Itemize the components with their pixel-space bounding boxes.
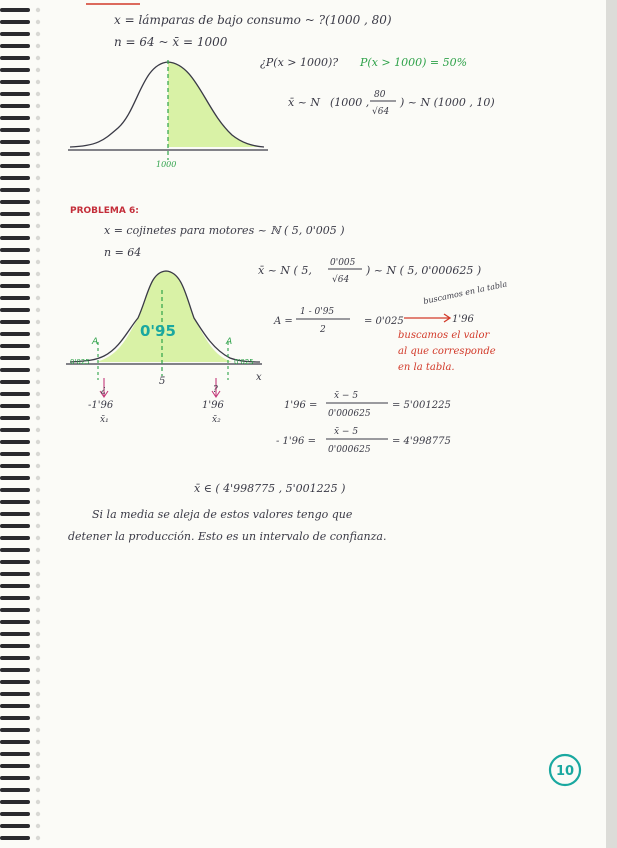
- punch-hole: [36, 740, 40, 744]
- p6-frac-den: √64: [332, 275, 350, 285]
- p6-frac-num: 0'005: [330, 258, 356, 268]
- punch-hole: [36, 128, 40, 132]
- punch-hole: [36, 668, 40, 672]
- spiral-ring: [0, 176, 30, 180]
- punch-hole: [36, 56, 40, 60]
- punch-hole: [36, 188, 40, 192]
- spiral-ring: [0, 284, 30, 288]
- punch-hole: [36, 272, 40, 276]
- spiral-ring: [0, 188, 30, 192]
- p6-line2: n = 64: [104, 246, 142, 259]
- spiral-ring: [0, 440, 30, 444]
- punch-hole: [36, 452, 40, 456]
- spiral-ring: [0, 248, 30, 252]
- p5-frac-num: 80: [374, 90, 386, 100]
- A-result: = 0'025: [364, 316, 404, 327]
- spiral-ring: [0, 212, 30, 216]
- punch-hole: [36, 716, 40, 720]
- punch-hole: [36, 248, 40, 252]
- spiral-ring: [0, 680, 30, 684]
- p5-dist-left: x̄ ~ N: [288, 96, 321, 109]
- punch-hole: [36, 32, 40, 36]
- spiral-ring: [0, 812, 30, 816]
- eq2-lhs: - 1'96 =: [276, 436, 316, 447]
- spiral-ring: [0, 272, 30, 276]
- punch-hole: [36, 536, 40, 540]
- spiral-ring: [0, 536, 30, 540]
- punch-hole: [36, 140, 40, 144]
- punch-hole: [36, 212, 40, 216]
- p5-dist-mid: (1000 ,: [330, 96, 370, 109]
- spiral-ring: [0, 488, 30, 492]
- spiral-ring: [0, 632, 30, 636]
- punch-hole: [36, 404, 40, 408]
- punch-hole: [36, 572, 40, 576]
- spiral-ring: [0, 344, 30, 348]
- punch-hole: [36, 332, 40, 336]
- spiral-ring: [0, 56, 30, 60]
- right-z: 1'96: [202, 400, 224, 411]
- eq1-num: x̄ − 5: [334, 391, 359, 401]
- spiral-ring: [0, 584, 30, 588]
- punch-hole: [36, 500, 40, 504]
- spiral-ring: [0, 452, 30, 456]
- punch-hole: [36, 728, 40, 732]
- spiral-ring: [0, 152, 30, 156]
- spiral-ring: [0, 68, 30, 72]
- punch-hole: [36, 224, 40, 228]
- spiral-ring: [0, 788, 30, 792]
- A-label: A =: [274, 316, 293, 327]
- spiral-ring: [0, 260, 30, 264]
- p6-heading: PROBLEMA 6:: [70, 206, 139, 216]
- spiral-ring: [0, 656, 30, 660]
- spiral-ring: [0, 140, 30, 144]
- punch-hole: [36, 608, 40, 612]
- spiral-ring: [0, 308, 30, 312]
- eq1-rhs: = 5'001225: [392, 400, 451, 411]
- right-tail-A: A: [226, 337, 233, 347]
- spiral-ring: [0, 392, 30, 396]
- conclusion-line-2: detener la producción. Esto es un intervalo de confianza.: [68, 530, 387, 543]
- spiral-ring: [0, 644, 30, 648]
- punch-hole: [36, 8, 40, 12]
- spiral-ring: [0, 776, 30, 780]
- punch-hole: [36, 680, 40, 684]
- spiral-ring: [0, 548, 30, 552]
- punch-hole: [36, 320, 40, 324]
- A-denominator: 2: [320, 325, 326, 335]
- punch-hole: [36, 104, 40, 108]
- punch-hole: [36, 176, 40, 180]
- spiral-ring: [0, 104, 30, 108]
- punch-hole: [36, 560, 40, 564]
- spiral-ring: [0, 668, 30, 672]
- spiral-ring: [0, 476, 30, 480]
- eq2-rhs: = 4'998775: [392, 436, 451, 447]
- spiral-ring: [0, 836, 30, 840]
- z-value: 1'96: [452, 314, 474, 325]
- spiral-ring: [0, 8, 30, 12]
- spiral-ring: [0, 704, 30, 708]
- spiral-ring: [0, 44, 30, 48]
- punch-hole: [36, 152, 40, 156]
- left-xbar: x̄₁: [100, 415, 109, 425]
- mean-mark: 5: [159, 376, 166, 387]
- punch-hole: [36, 68, 40, 72]
- punch-hole: [36, 692, 40, 696]
- spiral-ring: [0, 464, 30, 468]
- punch-hole: [36, 92, 40, 96]
- p6-line1: x = cojinetes para motores ~ ℕ ( 5, 0'005 ): [104, 224, 345, 237]
- punch-hole: [36, 644, 40, 648]
- punch-hole: [36, 596, 40, 600]
- p5-frac-den: √64: [372, 107, 390, 117]
- central-probability: 0'95: [140, 322, 176, 340]
- punch-hole: [36, 512, 40, 516]
- punch-hole: [36, 464, 40, 468]
- spiral-ring: [0, 512, 30, 516]
- p5-dist-right: ) ~ N (1000 , 10): [400, 96, 495, 109]
- punch-hole: [36, 800, 40, 804]
- eq2-den: 0'000625: [328, 445, 371, 455]
- punch-hole: [36, 116, 40, 120]
- p6-dist-left: x̄ ~ N ( 5,: [258, 264, 312, 277]
- confidence-interval: x̄ ∈ ( 4'998775 , 5'001225 ): [194, 482, 346, 495]
- punch-hole: [36, 200, 40, 204]
- spiral-ring: [0, 224, 30, 228]
- spiral-ring: [0, 716, 30, 720]
- spiral-ring: [0, 416, 30, 420]
- arrow-note: buscamos en la tabla: [422, 279, 508, 306]
- spiral-ring: [0, 164, 30, 168]
- punch-hole: [36, 428, 40, 432]
- mean-label: 1000: [156, 160, 177, 169]
- spiral-ring: [0, 560, 30, 564]
- punch-hole: [36, 620, 40, 624]
- left-question-mark: ¿: [101, 385, 106, 395]
- punch-hole: [36, 752, 40, 756]
- spiral-ring: [0, 332, 30, 336]
- p6-dist-right: ) ~ N ( 5, 0'000625 ): [366, 264, 482, 277]
- punch-hole: [36, 20, 40, 24]
- spiral-ring: [0, 692, 30, 696]
- spiral-ring: [0, 572, 30, 576]
- punch-hole: [36, 632, 40, 636]
- punch-hole: [36, 476, 40, 480]
- spiral-ring: [0, 404, 30, 408]
- punch-hole: [36, 164, 40, 168]
- left-z: -1'96: [88, 400, 114, 411]
- punch-hole: [36, 344, 40, 348]
- p5-line1: x = lámparas de bajo consumo ~ ?(1000 , 80): [114, 13, 392, 27]
- punch-hole: [36, 260, 40, 264]
- page-number: 10: [555, 764, 575, 779]
- punch-hole: [36, 836, 40, 840]
- red-note-3: en la tabla.: [398, 362, 455, 373]
- spiral-ring: [0, 524, 30, 528]
- axis-x-label: x: [256, 372, 262, 383]
- spiral-ring: [0, 500, 30, 504]
- punch-hole: [36, 584, 40, 588]
- red-note-1: buscamos el valor: [398, 330, 490, 341]
- spiral-ring: [0, 740, 30, 744]
- punch-hole: [36, 704, 40, 708]
- p5-question: ¿P(x > 1000)?: [260, 56, 339, 69]
- right-tail-label: 0'025: [234, 358, 254, 366]
- spiral-ring: [0, 380, 30, 384]
- spiral-ring: [0, 116, 30, 120]
- punch-hole: [36, 416, 40, 420]
- spiral-ring: [0, 800, 30, 804]
- punch-hole: [36, 236, 40, 240]
- left-tail-A: A: [92, 337, 99, 347]
- punch-hole: [36, 788, 40, 792]
- punch-hole: [36, 80, 40, 84]
- spiral-ring: [0, 728, 30, 732]
- punch-hole: [36, 488, 40, 492]
- left-tail-label: 0'025: [70, 358, 90, 366]
- punch-hole: [36, 356, 40, 360]
- page-edge: [606, 0, 617, 848]
- p5-answer: P(x > 1000) = 50%: [360, 56, 468, 69]
- spiral-ring: [0, 92, 30, 96]
- punch-hole: [36, 296, 40, 300]
- punch-hole: [36, 776, 40, 780]
- spiral-ring: [0, 236, 30, 240]
- spiral-ring: [0, 356, 30, 360]
- spiral-ring: [0, 296, 30, 300]
- punch-hole: [36, 44, 40, 48]
- spiral-ring: [0, 428, 30, 432]
- punch-hole: [36, 392, 40, 396]
- punch-hole: [36, 548, 40, 552]
- punch-hole: [36, 308, 40, 312]
- punch-hole: [36, 524, 40, 528]
- spiral-ring: [0, 80, 30, 84]
- spiral-ring: [0, 620, 30, 624]
- spiral-ring: [0, 608, 30, 612]
- eq1-lhs: 1'96 =: [284, 400, 318, 411]
- spiral-ring: [0, 200, 30, 204]
- punch-hole: [36, 812, 40, 816]
- right-question-mark: ?: [213, 385, 218, 395]
- spiral-ring: [0, 752, 30, 756]
- p5-line2: n = 64 ~ x̄ = 1000: [114, 35, 228, 49]
- punch-hole: [36, 656, 40, 660]
- punch-hole: [36, 764, 40, 768]
- red-note-2: al que corresponde: [398, 346, 496, 357]
- spiral-ring: [0, 824, 30, 828]
- punch-hole: [36, 440, 40, 444]
- spiral-ring: [0, 128, 30, 132]
- punch-hole: [36, 380, 40, 384]
- A-numerator: 1 - 0'95: [300, 307, 335, 317]
- spiral-ring: [0, 596, 30, 600]
- punch-hole: [36, 284, 40, 288]
- punch-hole: [36, 368, 40, 372]
- eq2-num: x̄ − 5: [334, 427, 359, 437]
- conclusion-line-1: Si la media se aleja de estos valores tengo que: [92, 508, 353, 521]
- spiral-ring: [0, 320, 30, 324]
- spiral-ring: [0, 764, 30, 768]
- right-xbar: x̄₂: [212, 415, 221, 425]
- spiral-ring: [0, 32, 30, 36]
- eq1-den: 0'000625: [328, 409, 371, 419]
- spiral-ring: [0, 368, 30, 372]
- punch-hole: [36, 824, 40, 828]
- spiral-ring: [0, 20, 30, 24]
